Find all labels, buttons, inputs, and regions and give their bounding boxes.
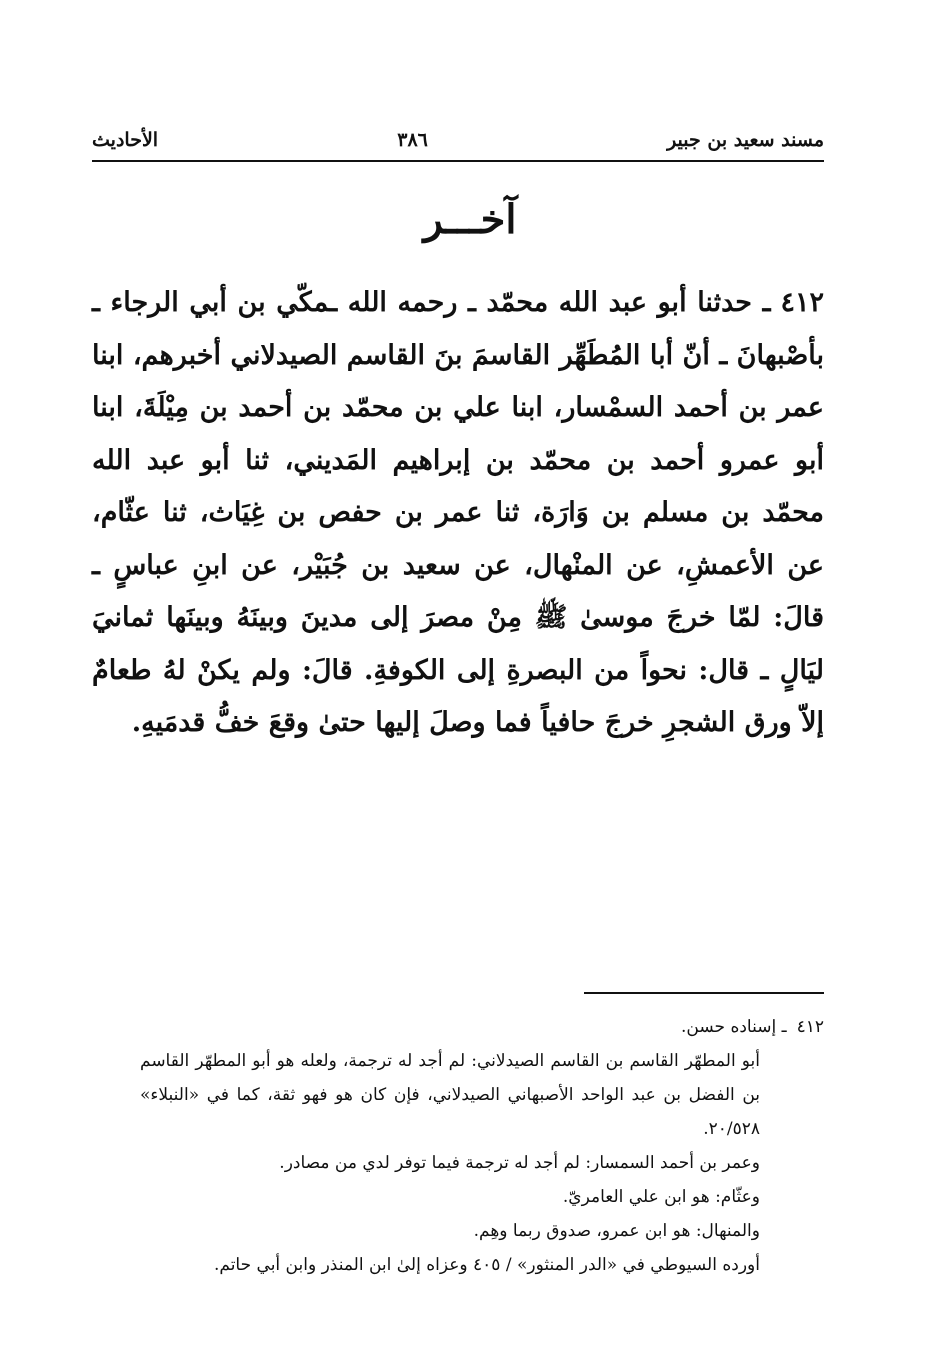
hadith-text-block: [92, 277, 824, 750]
footnote-line: أورده السيوطي في «الدر المنثور» / ٤٠٥ وعزاه إلىٰ ابن المنذر وابن أبي حاتم.: [213, 1255, 760, 1275]
section-name: الأحاديث: [92, 129, 159, 151]
footnote-line: وعمر بن أحمد السمسار: لم أجد له ترجمة فيما توفر لدي من مصادر.: [279, 1153, 760, 1173]
footnote-line: وعثّام: هو ابن علي العامريّ.: [562, 1187, 760, 1207]
footnote-head: [140, 1010, 824, 1044]
running-header: [92, 122, 824, 158]
page-number: ٣٨٦: [397, 129, 428, 151]
hadith-number: ٤١٢: [780, 287, 824, 318]
footnote-line: أبو المطهّر القاسم بن القاسم الصيدلاني: لم أجد له ترجمة، ولعله هو أبو المطهّر القاسم بن الفضل بن عبد الواحد الأصبهاني الصيدلاني، فإن كان هو فهو ثقة، كما في «النبلاء» ٢٠/٥٢٨.: [140, 1051, 760, 1139]
header-rule: [92, 160, 824, 162]
footnote-line: والمنهال: هو ابن عمرو، صدوق ربما وهِم.: [473, 1221, 760, 1241]
footnote-separator: [584, 992, 824, 994]
footnote-number: ٤١٢: [796, 1017, 824, 1037]
footnote-head-text: ـ إسناده حسن.: [681, 1017, 787, 1037]
footnotes: [140, 1010, 824, 1282]
book-title: مسند سعيد بن جبير: [667, 129, 824, 151]
hadith-body: ـ حدثنا أبو عبد الله محمّد ـ رحمه الله ـمكّي بن أبي الرجاء ـ بأصْبهانَ ـ أنّ أبا المُطَهِّر القاسمَ بنَ القاسم الصيدلاني أخبرهم، ابنا عمر بن أحمد السمْسار، ابنا علي بن محمّد بن أحمد بن مِيْلَةَ، ابنا أبو عمرو أحمد بن محمّد بن إبراهيم المَديني، ثنا أبو عبد الله محمّد بن مسلم بن وَارَة، ثنا عمر بن حفص بن غِيَاث، ثنا عثّام، عن الأعمشِ، عن المنْهال، عن سعيد بن جُبَيْر، عن ابنِ عباسٍ ـ قالَ: لمّا خرجَ موسىٰ ﷺ مِنْ مصرَ إلى مدينَ وبينَهُ وبينَها ثمانيَ ليَالٍ ـ قال: نحواً من البصرةِ إلى الكوفةِ. قالَ: ولم يكنْ لهُ طعامٌ إلاّ ورق الشجرِ خرجَ حافياً فما وصلَ إليها حتىٰ وقعَ خفُّ قدمَيهِ.: [92, 287, 824, 738]
section-title: آخـــر: [423, 196, 517, 243]
